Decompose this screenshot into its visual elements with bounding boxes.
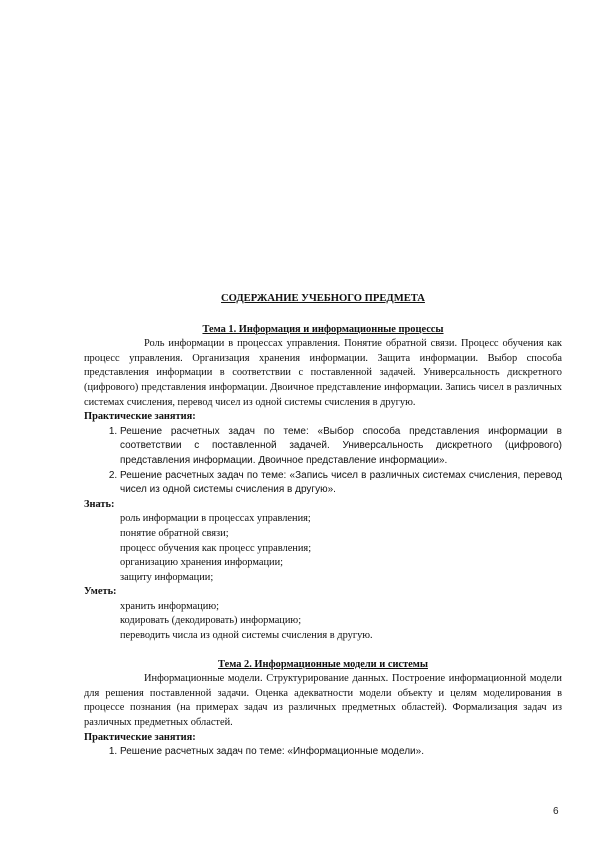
section-heading: СОДЕРЖАНИЕ УЧЕБНОГО ПРЕДМЕТА	[221, 293, 425, 304]
know-item: защиту информации;	[120, 571, 214, 583]
topic1-practice-list	[84, 425, 562, 498]
can-item: кодировать (декодировать) информацию;	[120, 615, 302, 627]
practice-item: 1. Решение расчетных задач по теме: «Информационные модели».	[120, 745, 562, 760]
page-number: 6	[553, 806, 559, 817]
know-item: понятие обратной связи;	[120, 527, 229, 539]
topic1-know-list	[84, 512, 562, 585]
can-item: переводить числа из одной системы счисления в другую.	[120, 630, 373, 642]
topic1-practice-label: Практические занятия:	[84, 411, 196, 423]
topic2-text: Информационные модели. Структурирование данных. Построение информационной модели для решения поставленной задачи. Оценка адекватности модели объекту и целям моделирования в процессе познания (на примерах задач из различных предметных областей). Формализация задач из различных предметных областей.	[84, 673, 562, 729]
know-item: роль информации в процессах управления;	[120, 513, 311, 525]
topic1-title: Тема 1. Информация и информационные процессы	[202, 323, 444, 335]
can-item: хранить информацию;	[120, 600, 219, 612]
spacer	[84, 644, 562, 658]
practice-item: 2. Решение расчетных задач по теме: «Запись чисел в различных системах счисления, перевод чисел из одной системы счисления в другую».	[120, 469, 562, 498]
topic2-practice-label: Практические занятия:	[84, 731, 196, 743]
topic2-title: Тема 2. Информационные модели и системы	[218, 658, 428, 670]
practice-item: 1. Решение расчетных задач по теме: «Выбор способа представления информации в соответствии с поставленной задачей. Универсальность дискретного (цифрового) представления информации. Двоичное представление информации».	[120, 425, 562, 469]
topic1-know-label: Знать:	[84, 498, 115, 510]
know-item: организацию хранения информации;	[120, 557, 284, 569]
know-item: процесс обучения как процесс управления;	[120, 542, 312, 554]
topic1-can-list	[84, 600, 562, 644]
topic2-practice-list	[84, 745, 562, 760]
page-content	[84, 292, 562, 760]
topic1-text: Роль информации в процессах управления. Понятие обратной связи. Процесс обучения как процесс управления. Организация хранения информации. Защита информации. Выбор способа представления информации в соответствии с поставленной задачей. Универсальность дискретного (цифрового) представления информации. Двоичное представление информации. Запись чисел в различных системах счисления, перевод чисел из одной системы счисления в другую.	[84, 338, 562, 408]
topic1-can-label: Уметь:	[84, 586, 117, 598]
